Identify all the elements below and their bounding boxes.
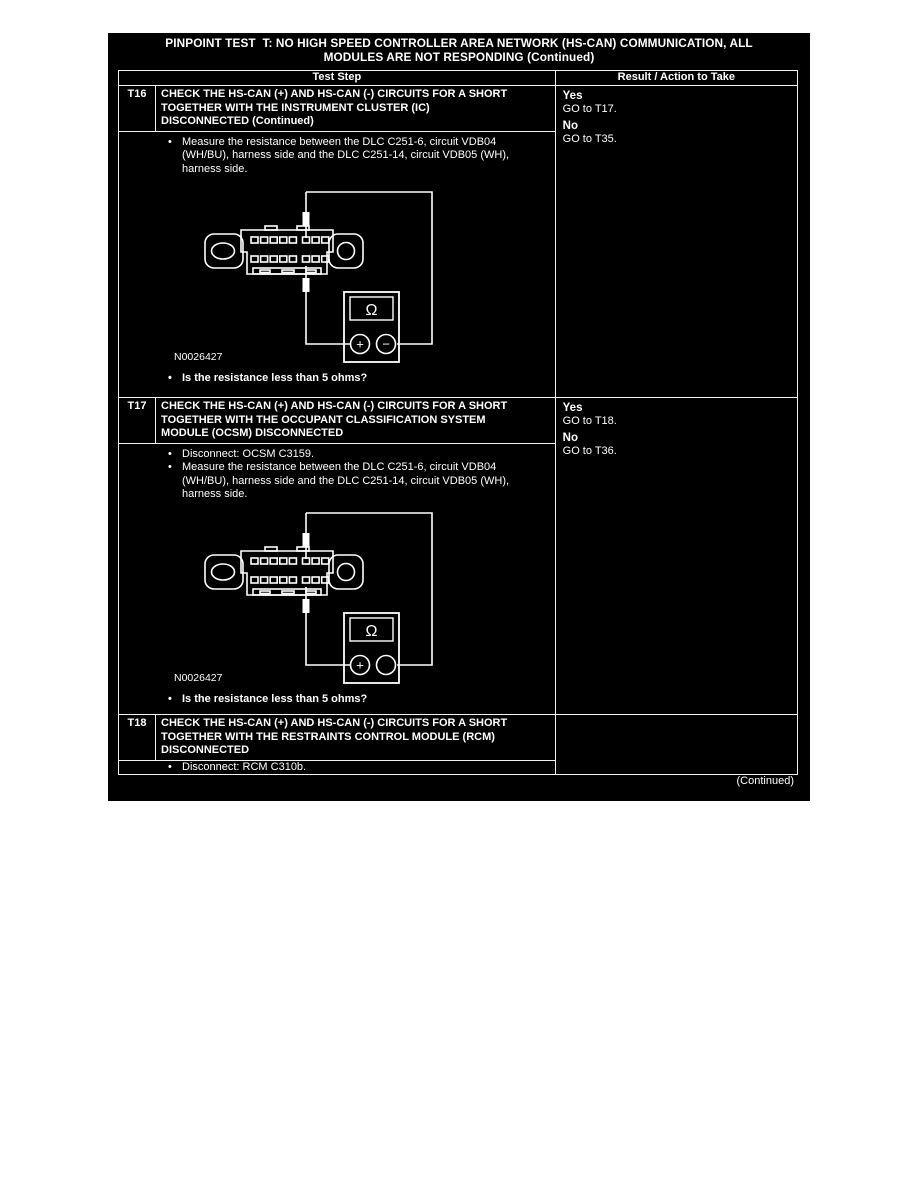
test-step-list <box>167 448 555 501</box>
no-action: GO to T35. <box>562 133 617 145</box>
yes-label: Yes <box>562 90 583 102</box>
title-line-2: MODULES ARE NOT RESPONDING (Continued) <box>323 49 595 64</box>
figure-label: N0026427 <box>174 672 223 685</box>
dlc-ohmmeter-figure <box>149 190 469 368</box>
minus-terminal-icon <box>377 656 396 675</box>
column-header-test-step: Test Step <box>119 71 556 86</box>
right-ear-hole <box>338 242 355 259</box>
dlc-connector-icon <box>205 547 363 595</box>
ohmmeter-icon <box>344 613 399 683</box>
left-ear-hole <box>212 564 235 580</box>
result-yes-group <box>563 90 791 116</box>
dlc-ohmmeter-figure <box>149 511 469 689</box>
test-step-item: • Measure the resistance between the DLC C251-6, circuit VDB04 (WH/BU), harness side and the DLC C251-14, circuit VDB05 (WH), harness side. <box>167 136 527 176</box>
top-probe-icon <box>303 212 310 226</box>
dlc-ohmmeter-figure-svg <box>149 511 469 689</box>
question-text: • Is the resistance less than 5 ohms? <box>167 372 555 385</box>
bottom-probe-icon <box>303 599 310 613</box>
figure-label: N0026427 <box>174 350 223 363</box>
test-step-item: • Disconnect: OCSM C3159. <box>167 448 527 461</box>
test-row-t16-title <box>119 86 798 132</box>
plus-terminal-label: + <box>356 657 364 673</box>
pinpoint-test-title <box>108 33 810 64</box>
top-probe-icon <box>303 533 310 547</box>
test-step-list <box>167 136 555 176</box>
test-title-t16 <box>156 86 556 132</box>
wiring-loop <box>306 513 432 665</box>
test-row-t17-title <box>119 398 798 444</box>
test-title-t18 <box>156 715 556 761</box>
test-body-t18 <box>119 761 556 775</box>
test-title-t17 <box>156 398 556 444</box>
yes-action: GO to T18. <box>562 415 617 427</box>
test-id-t16: T16 <box>119 86 156 132</box>
result-no-group <box>563 120 791 146</box>
column-header-result: Result / Action to Take <box>555 71 797 86</box>
top-right-wire <box>306 513 432 665</box>
top-right-wire <box>306 192 432 344</box>
result-cell-t18 <box>555 715 797 775</box>
test-title-text: CHECK THE HS-CAN (+) AND HS-CAN (-) CIRCUITS FOR A SHORT TOGETHER WITH THE RESTRAINTS CONTROL MODULE (RCM) DISCONNECTED <box>161 717 508 756</box>
ohmmeter-icon <box>344 292 399 362</box>
top-pin-row <box>251 558 329 564</box>
right-ear <box>329 555 363 589</box>
wiring-loop <box>306 192 432 344</box>
test-body-t17 <box>119 444 556 715</box>
bottom-pin-row <box>251 256 329 262</box>
minus-terminal-label: − <box>382 336 390 352</box>
dlc-connector-icon <box>205 226 363 274</box>
bottom-pin-row <box>251 577 329 583</box>
yes-label: Yes <box>562 402 583 414</box>
test-body-t16 <box>119 132 556 398</box>
result-no-group <box>563 432 791 458</box>
title-line-1: PINPOINT TEST T: NO HIGH SPEED CONTROLLER AREA NETWORK (HS-CAN) COMMUNICATION, ALL <box>165 36 753 50</box>
plus-terminal-label: + <box>356 336 364 352</box>
dlc-ohmmeter-figure-svg <box>149 190 469 368</box>
test-id-t18: T18 <box>119 715 156 761</box>
no-label: No <box>562 432 578 444</box>
left-ear-hole <box>212 243 235 259</box>
test-step-list <box>167 761 555 774</box>
test-row-t18-title <box>119 715 798 761</box>
result-cell-t16 <box>555 86 797 398</box>
pinpoint-test-panel <box>108 33 810 801</box>
right-ear-hole <box>338 564 355 581</box>
question-text: • Is the resistance less than 5 ohms? <box>167 693 555 706</box>
test-step-item: • Disconnect: RCM C310b. <box>167 761 527 774</box>
test-title-text: CHECK THE HS-CAN (+) AND HS-CAN (-) CIRCUITS FOR A SHORT TOGETHER WITH THE INSTRUMENT CLUSTER (IC) DISCONNECTED (Continued) <box>161 88 508 127</box>
bottom-probe-icon <box>303 278 310 292</box>
test-id-t17: T17 <box>119 398 156 444</box>
right-ear <box>329 234 363 268</box>
table-header-row <box>119 71 798 86</box>
left-ear <box>205 555 243 589</box>
result-yes-group <box>563 402 791 428</box>
yes-action: GO to T17. <box>562 103 617 115</box>
ohm-symbol: Ω <box>365 623 378 641</box>
result-cell-t17 <box>555 398 797 715</box>
ohm-symbol: Ω <box>365 301 378 319</box>
top-pin-row <box>251 237 329 243</box>
continued-note: (Continued) <box>736 775 794 787</box>
no-label: No <box>562 120 578 132</box>
test-title-text: CHECK THE HS-CAN (+) AND HS-CAN (-) CIRCUITS FOR A SHORT TOGETHER WITH THE OCCUPANT CLASSIFICATION SYSTEM MODULE (OCSM) DISCONNECTED <box>161 400 508 439</box>
left-ear <box>205 234 243 268</box>
no-action: GO to T36. <box>562 445 617 457</box>
pinpoint-test-table <box>118 70 798 775</box>
test-step-item: • Measure the resistance between the DLC C251-6, circuit VDB04 (WH/BU), harness side and the DLC C251-14, circuit VDB05 (WH), harness side. <box>167 461 527 501</box>
